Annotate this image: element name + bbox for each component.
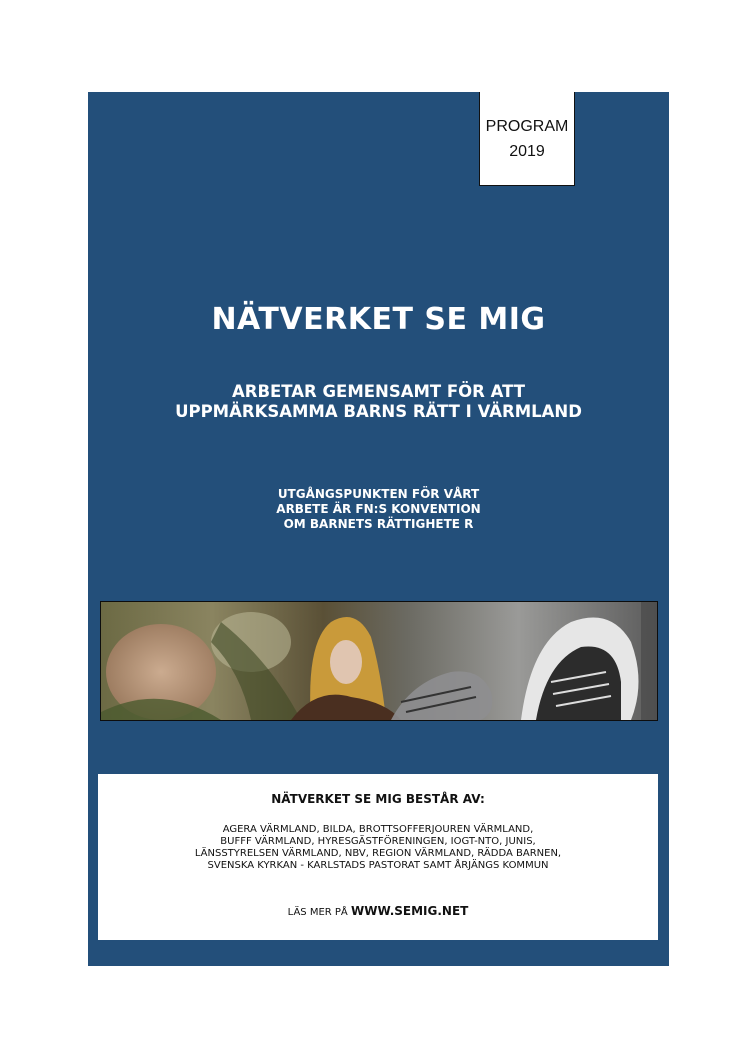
photo-banner — [100, 601, 658, 721]
subtitle-line-2: UPPMÄRKSAMMA BARNS RÄTT I VÄRMLAND — [175, 402, 582, 421]
convention-line-1: UTGÅNGSPUNKTEN FÖR VÅRT — [277, 487, 480, 501]
photo-banner-image — [101, 602, 657, 720]
program-year-box — [479, 92, 575, 186]
members-line: BUFFF VÄRMLAND, HYRESGÄSTFÖRENINGEN, IOGT-NTO, JUNIS, — [220, 836, 536, 847]
cover-panel — [88, 92, 669, 966]
convention-line-2: ARBETE ÄR FN:S KONVENTION — [276, 502, 481, 516]
main-title: NÄTVERKET SE MIG — [211, 302, 546, 337]
website-link[interactable]: WWW.SEMIG.NET — [350, 904, 469, 918]
members-line: SVENSKA KYRKAN - KARLSTADS PASTORAT SAMT ÅRJÄNGS KOMMUN — [207, 860, 549, 871]
subtitle — [88, 382, 669, 422]
members-list — [98, 824, 658, 872]
members-line: LÄNSSTYRELSEN VÄRMLAND, NBV, REGION VÄRMLAND, RÄDDA BARNEN, — [194, 848, 562, 859]
network-members-box — [98, 774, 658, 940]
program-label: PROGRAM — [485, 117, 569, 135]
read-more-prefix: LÄS MER PÅ — [287, 907, 348, 918]
subtitle-line-1: ARBETAR GEMENSAMT FÖR ATT — [231, 382, 526, 401]
convention-line-3: OM BARNETS RÄTTIGHETE R — [283, 517, 474, 531]
read-more — [98, 904, 658, 918]
members-line: AGERA VÄRMLAND, BILDA, BROTTSOFFERJOUREN VÄRMLAND, — [222, 824, 534, 835]
program-year: 2019 — [509, 142, 545, 160]
convention-statement — [88, 487, 669, 532]
members-heading: NÄTVERKET SE MIG BESTÅR AV: — [271, 792, 485, 806]
